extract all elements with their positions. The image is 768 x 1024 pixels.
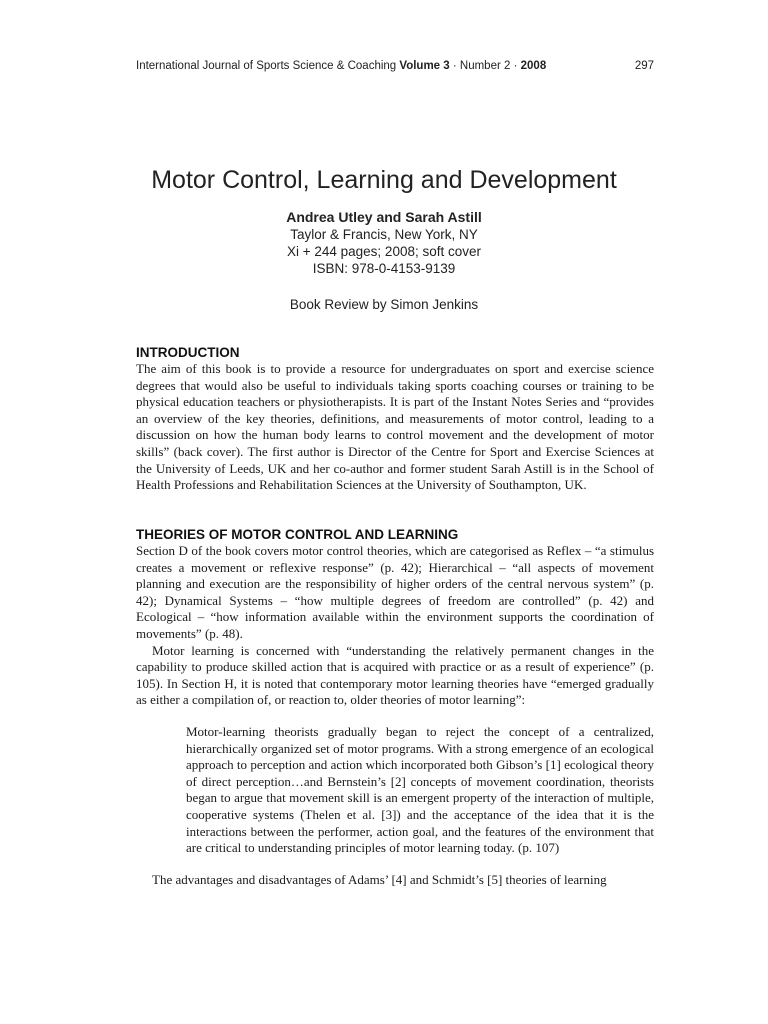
book-publisher: Taylor & Francis, New York, NY	[290, 227, 478, 242]
body-paragraph: Motor learning is concerned with “understanding the relatively permanent changes in the capability to produce skilled action that is acquired with practice or as a result of experience” (p. 105). In Section H, it is noted that contemporary motor learning theories have “emerged gradually as either a compilation of, or reaction to, older theories of motor learning”:	[136, 642, 654, 708]
book-isbn: ISBN: 978-0-4153-9139	[312, 261, 456, 276]
journal-name: International Journal of Sports Science & Coaching	[136, 60, 397, 72]
section-introduction	[136, 345, 654, 494]
running-header	[136, 60, 654, 72]
section-heading: INTRODUCTION	[136, 345, 240, 360]
body-paragraph: Section D of the book covers motor control theories, which are categorised as Reflex – “a stimulus creates a movement or reflexive response” (p. 42); Hierarchical – “all aspects of movement planning and execution are the responsibility of higher orders of the central nervous system” (p. 42); Dynamical Systems – “how multiple degrees of freedom are controlled” (p. 42) and Ecological – “how information available within the environment supports the coordination of movements” (p. 48).	[136, 543, 654, 641]
book-pages: Xi + 244 pages; 2008; soft cover	[286, 244, 481, 259]
body-paragraph: The aim of this book is to provide a resource for undergraduates on sport and exercise science degrees that would also be useful to individuals taking sports coaching courses or training to be physical education teachers or physiotherapists. It is part of the Instant Notes Series and “provides an overview of the key theories, definitions, and measurements of motor control, leading to a discussion on how the human body learns to control movement and the development of motor skills” (back cover). The first author is Director of the Centre for Sport and Exercise Sciences at the University of Leeds, UK and her co-author and former student Sarah Astill is in the School of Health Professions and Rehabilitation Sciences at the University of Southampton, UK.	[136, 361, 654, 493]
body-paragraph: The advantages and disadvantages of Adams’ [4] and Schmidt’s [5] theories of learning	[152, 871, 607, 887]
book-details	[0, 209, 768, 313]
header-separator: ·	[510, 60, 521, 72]
page-number: 297	[634, 60, 654, 72]
header-separator: ·	[449, 60, 460, 72]
block-quote: Motor-learning theorists gradually began to reject the concept of a centralized, hierarchically organized set of motor programs. With a strong emergence of an ecological approach to perception and action which incorporated both Gibson’s [1] ecological theory of direct perception…and Bernstein’s [2] concepts of movement coordination, theorists began to argue that movement skill is an emergent property of the interaction of multiple, cooperative systems (Thelen et al. [3]) and the acceptance of the idea that it is the interactions between the performer, action goal, and the features of the environment that are critical to understanding principles of motor learning today. (p. 107)	[186, 723, 654, 856]
book-authors: Andrea Utley and Sarah Astill	[286, 209, 482, 225]
section-heading: THEORIES OF MOTOR CONTROL AND LEARNING	[136, 527, 459, 542]
section-theories	[136, 527, 654, 888]
journal-year: 2008	[520, 60, 547, 72]
journal-number: Number 2	[459, 60, 511, 72]
journal-volume: Volume 3	[399, 60, 450, 72]
article-title: Motor Control, Learning and Development	[151, 166, 617, 194]
review-byline: Book Review by Simon Jenkins	[289, 297, 479, 312]
